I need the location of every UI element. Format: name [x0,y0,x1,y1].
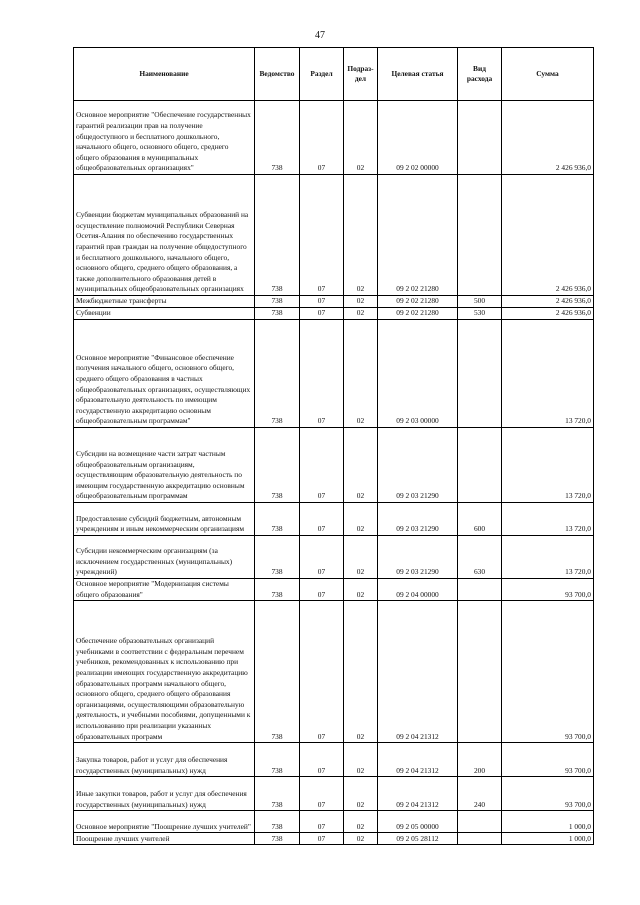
row-subsection: 02 [344,175,378,296]
row-target-article: 09 2 02 00000 [378,101,458,175]
row-target-article: 09 2 02 21280 [378,308,458,320]
row-section: 07 [300,296,344,308]
row-amount: 1 000,0 [502,833,594,845]
row-amount: 13 720,0 [502,428,594,503]
row-department: 738 [255,503,300,536]
row-section: 07 [300,833,344,845]
row-subsection: 02 [344,579,378,601]
header-target-article: Целевая статья [378,48,458,101]
table-row [74,811,594,833]
table-row [74,503,594,536]
row-subsection: 02 [344,601,378,743]
row-section: 07 [300,175,344,296]
row-expense-type [458,833,502,845]
row-department: 738 [255,308,300,320]
row-amount: 2 426 936,0 [502,101,594,175]
row-expense-type [458,811,502,833]
row-section: 07 [300,743,344,777]
row-amount: 93 700,0 [502,579,594,601]
row-subsection: 02 [344,777,378,811]
row-target-article: 09 2 03 21290 [378,536,458,579]
row-expense-type [458,101,502,175]
row-expense-type [458,579,502,601]
row-subsection: 02 [344,743,378,777]
table-row [74,579,594,601]
table-row [74,296,594,308]
row-target-article: 09 2 04 21312 [378,601,458,743]
row-expense-type [458,601,502,743]
row-target-article: 09 2 03 00000 [378,320,458,428]
row-name: Основное мероприятие "Поощрение лучших учителей" [74,811,255,833]
table-row [74,101,594,175]
row-target-article: 09 2 04 21312 [378,777,458,811]
header-department: Ведомство [255,48,300,101]
row-section: 07 [300,320,344,428]
row-expense-type [458,428,502,503]
row-amount: 2 426 936,0 [502,308,594,320]
budget-table [73,47,594,845]
row-expense-type: 500 [458,296,502,308]
row-section: 07 [300,503,344,536]
row-target-article: 09 2 05 00000 [378,811,458,833]
header-section: Раздел [300,48,344,101]
row-department: 738 [255,320,300,428]
row-subsection: 02 [344,811,378,833]
row-department: 738 [255,601,300,743]
row-amount: 93 700,0 [502,601,594,743]
row-section: 07 [300,428,344,503]
row-name: Предоставление субсидий бюджетным, автономным учреждениям и иным некоммерческим организациям [74,503,255,536]
row-section: 07 [300,579,344,601]
row-target-article: 09 2 02 21280 [378,175,458,296]
header-subsection: Подраз-дел [344,48,378,101]
row-subsection: 02 [344,101,378,175]
row-target-article: 09 2 03 21290 [378,428,458,503]
row-department: 738 [255,101,300,175]
header-amount: Сумма [502,48,594,101]
row-target-article: 09 2 04 00000 [378,579,458,601]
row-department: 738 [255,536,300,579]
row-name: Межбюджетные трансферты [74,296,255,308]
row-section: 07 [300,536,344,579]
row-name: Поощрение лучших учителей [74,833,255,845]
row-name: Субсидии на возмещение части затрат частным общеобразовательным организациям, осуществляющим образовательную деятельность по имеющим государственную аккредитацию основным общеобразовательным программам [74,428,255,503]
table-header-row [74,48,594,101]
row-amount: 2 426 936,0 [502,175,594,296]
row-department: 738 [255,777,300,811]
row-section: 07 [300,811,344,833]
row-section: 07 [300,308,344,320]
row-expense-type: 200 [458,743,502,777]
row-department: 738 [255,296,300,308]
page-number: 47 [315,30,325,41]
table-row [74,308,594,320]
row-target-article: 09 2 04 21312 [378,743,458,777]
row-expense-type: 630 [458,536,502,579]
row-amount: 13 720,0 [502,536,594,579]
row-amount: 93 700,0 [502,743,594,777]
row-name: Субсидии некоммерческим организациям (за исключением государственных (муниципальных) учреждений) [74,536,255,579]
row-section: 07 [300,101,344,175]
row-name: Иные закупки товаров, работ и услуг для обеспечения государственных (муниципальных) нужд [74,777,255,811]
header-name: Наименование [74,48,255,101]
row-department: 738 [255,579,300,601]
row-subsection: 02 [344,296,378,308]
row-name: Обеспечение образовательных организаций учебниками в соответствии с федеральным перечнем учебников, рекомендованных к использованию при реализации имеющих государственную аккредитацию образовательных программ начального общего, основного общего, среднего общего образования организациями, осуществляющими образовательную деятельность, и учебными пособиями, допущенными к использованию при реализации указанных образовательных программ [74,601,255,743]
row-subsection: 02 [344,308,378,320]
table-row [74,833,594,845]
row-target-article: 09 2 02 21280 [378,296,458,308]
row-department: 738 [255,833,300,845]
row-subsection: 02 [344,833,378,845]
table-row [74,320,594,428]
row-amount: 1 000,0 [502,811,594,833]
row-amount: 93 700,0 [502,777,594,811]
row-amount: 13 720,0 [502,503,594,536]
table-row [74,601,594,743]
row-subsection: 02 [344,320,378,428]
row-subsection: 02 [344,503,378,536]
row-expense-type: 530 [458,308,502,320]
row-name: Основное мероприятие "Модернизация системы общего образования" [74,579,255,601]
row-amount: 13 720,0 [502,320,594,428]
row-subsection: 02 [344,536,378,579]
row-expense-type: 240 [458,777,502,811]
row-target-article: 09 2 05 28112 [378,833,458,845]
row-department: 738 [255,811,300,833]
row-section: 07 [300,777,344,811]
table-row [74,743,594,777]
row-department: 738 [255,743,300,777]
row-department: 738 [255,175,300,296]
row-expense-type: 600 [458,503,502,536]
row-amount: 2 426 936,0 [502,296,594,308]
table-row [74,428,594,503]
row-name: Субвенции [74,308,255,320]
header-expense-type: Вид расхода [458,48,502,101]
row-subsection: 02 [344,428,378,503]
table-row [74,175,594,296]
table-row [74,536,594,579]
row-expense-type [458,175,502,296]
row-name: Субвенции бюджетам муниципальных образований на осуществление полномочий Республики Северная Осетия-Алания по обеспечению государственных гарантий прав граждан на получение общедоступного и бесплатного дошкольного, начального общего, основного общего, среднего общего образования, а также дополнительного образования детей в муниципальных общеобразовательных организациях [74,175,255,296]
table-row [74,777,594,811]
row-name: Основное мероприятие "Обеспечение государственных гарантий реализации прав на получение общедоступного и бесплатного дошкольного, начального общего, основного общего, среднего общего образования в муниципальных общеобразовательных организациях" [74,101,255,175]
row-department: 738 [255,428,300,503]
row-name: Основное мероприятие "Финансовое обеспечение получения начального общего, основного общего, среднего общего образования в частных общеобразовательных организациях, осуществляющих образовательную деятельность по имеющим государственную аккредитацию основным общеобразовательным программам" [74,320,255,428]
row-expense-type [458,320,502,428]
row-section: 07 [300,601,344,743]
row-target-article: 09 2 03 21290 [378,503,458,536]
row-name: Закупка товаров, работ и услуг для обеспечения государственных (муниципальных) нужд [74,743,255,777]
